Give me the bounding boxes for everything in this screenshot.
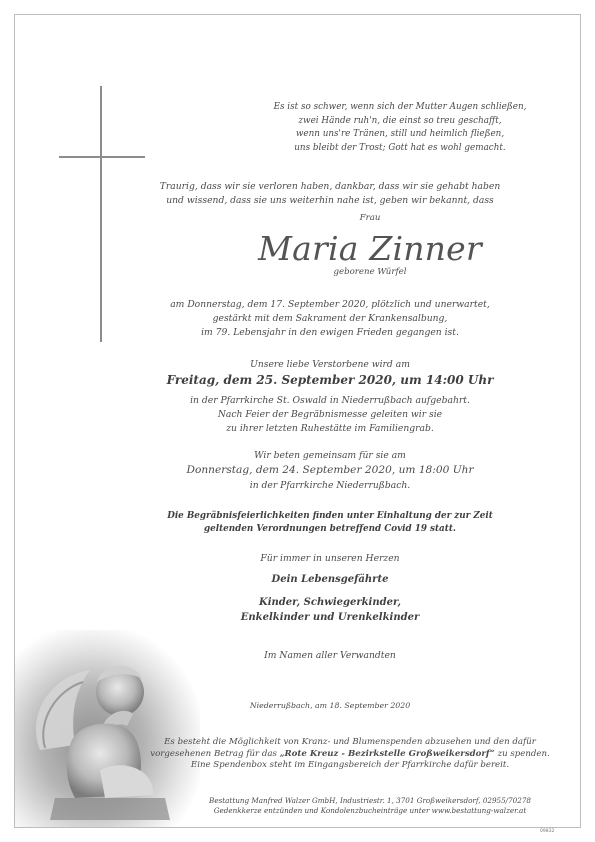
laying-out-line: zu ihrer letzten Ruhestätte im Familiengrab. xyxy=(226,422,434,434)
mourner-family-line: Kinder, Schwiegerkinder, xyxy=(259,597,401,608)
prayer-intro: Wir beten gemeinsam für sie am xyxy=(254,450,406,461)
laying-out-line: in der Pfarrkirche St. Oswald in Niederrußbach aufgebahrt. xyxy=(190,395,470,406)
print-code: 09832 xyxy=(540,829,555,834)
covid-notice-line: geltenden Verordnungen betreffend Covid 19 statt. xyxy=(204,524,456,535)
intro-line: und wissend, dass sie uns weiterhin nahe ist, geben wir bekannt, dass xyxy=(166,194,494,206)
mourner-partner: Dein Lebensgefährte xyxy=(271,574,389,585)
donation-text: zu spenden. xyxy=(494,748,550,759)
mourner-family xyxy=(100,595,560,625)
mourner-family-line: Enkelkinder und Urenkelkinder xyxy=(240,612,420,623)
donation-text: vorgesehenen Betrag für das xyxy=(150,748,280,759)
laying-out-intro: Unsere liebe Verstorbene wird am xyxy=(250,359,410,370)
laying-out-line: Nach Feier der Begräbnismesse geleiten wir sie xyxy=(217,408,443,420)
death-notice-line: am Donnerstag, dem 17. September 2020, plötzlich und unerwartet, xyxy=(170,299,490,310)
donation-notice xyxy=(130,737,570,772)
always-in-hearts: Für immer in unseren Herzen xyxy=(260,553,400,564)
death-notice-line: gestärkt mit dem Sakrament der Krankensalbung, xyxy=(212,312,448,324)
poem-line: Es ist so schwer, wenn sich der Mutter Augen schließen, xyxy=(273,102,527,112)
covid-notice-line: Die Begräbnisfeierlichkeiten finden unter Einhaltung der zur Zeit xyxy=(167,511,493,521)
place-date: Niederrußbach, am 18. September 2020 xyxy=(249,701,411,710)
salutation: Frau xyxy=(359,213,381,223)
donation-line xyxy=(130,749,570,761)
donation-recipient: „Rote Kreuz - Bezirkstelle Großweikersdorf“ xyxy=(279,748,495,759)
funeral-home-website: Gedenkkerze entzünden und Kondolenzbucheinträge unter www.bestattung-walzer.at xyxy=(213,806,527,816)
prayer-place: in der Pfarrkirche Niederrußbach. xyxy=(249,480,411,491)
intro-text xyxy=(100,180,560,207)
covid-notice xyxy=(90,510,570,536)
poem-line: zwei Hände ruh'n, die einst so treu geschafft, xyxy=(298,115,502,126)
intro-line: Traurig, dass wir sie verloren haben, dankbar, dass wir sie gehabt haben xyxy=(159,181,501,192)
cross-horizontal-bar xyxy=(59,156,145,158)
prayer-date: Donnerstag, dem 24. September 2020, um 18:00 Uhr xyxy=(186,464,474,476)
donation-line: Es besteht die Möglichkeit von Kranz- und Blumenspenden abzusehen und den dafür xyxy=(164,737,536,747)
laying-out-details xyxy=(100,394,560,435)
poem-line: wenn uns're Tränen, still und heimlich fließen, xyxy=(295,129,505,140)
relatives-line: Im Namen aller Verwandten xyxy=(264,650,396,661)
deceased-name: Maria Zinner xyxy=(258,229,482,268)
donation-line: Eine Spendenbox steht im Eingangsbereich der Pfarrkirche dafür bereit. xyxy=(190,760,510,771)
poem xyxy=(230,101,570,155)
death-notice-line: im 79. Lebensjahr in den ewigen Frieden gegangen ist. xyxy=(201,326,459,338)
funeral-home-address: Bestattung Manfred Walzer GmbH, Industriestr. 1, 3701 Großweikersdorf, 02955/70278 xyxy=(209,796,531,805)
funeral-home-info xyxy=(170,796,570,817)
death-notice xyxy=(100,298,560,339)
poem-line: uns bleibt der Trost; Gott hat es wohl gemacht. xyxy=(294,142,506,153)
laying-out-date: Freitag, dem 25. September 2020, um 14:00 Uhr xyxy=(166,373,494,387)
birth-name: geborene Würfel xyxy=(333,267,407,277)
